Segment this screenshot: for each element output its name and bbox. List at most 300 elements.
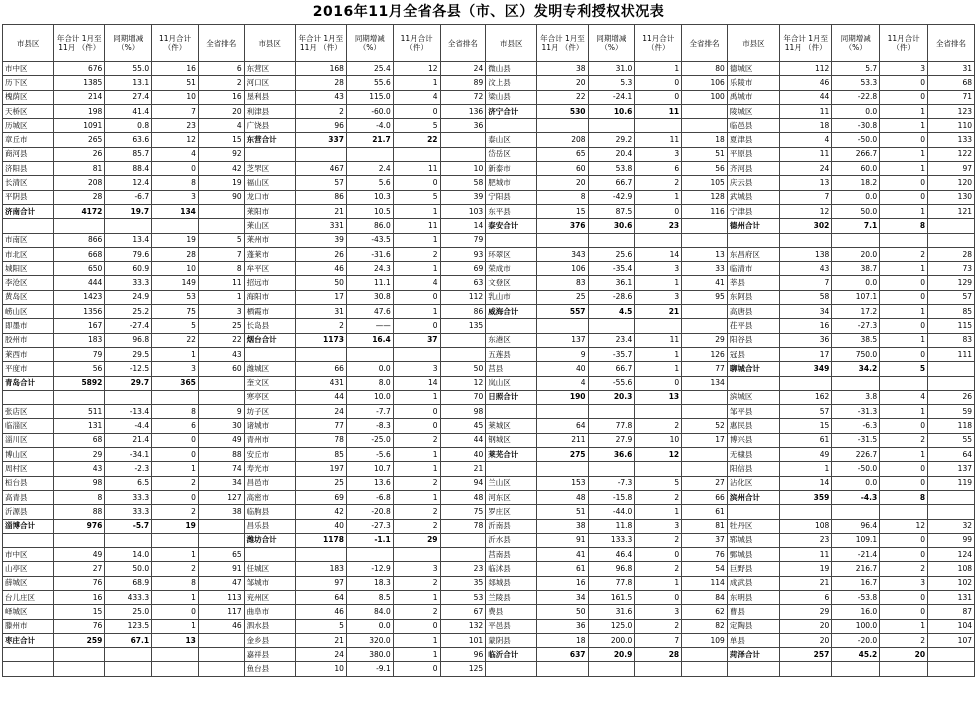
cell-county bbox=[244, 548, 295, 562]
cell-yearly-total: 20 bbox=[537, 176, 588, 190]
cell-county: 临清市 bbox=[727, 262, 779, 276]
cell-province-rank: 81 bbox=[682, 519, 728, 533]
cell-county: 济南合计 bbox=[3, 204, 54, 218]
cell-county: 菏泽合计 bbox=[727, 648, 779, 662]
cell-yearly-total: 1173 bbox=[295, 333, 346, 347]
cell-yearly-total: 12 bbox=[780, 204, 832, 218]
cell-yoy-change: 30.8 bbox=[346, 290, 393, 304]
cell-yoy-change: 13.1 bbox=[105, 76, 152, 90]
cell-province-rank: 120 bbox=[928, 176, 975, 190]
cell-province-rank: 13 bbox=[682, 247, 728, 261]
cell-november-total: 3 bbox=[635, 290, 682, 304]
cell-province-rank: 97 bbox=[928, 162, 975, 176]
cell-november-total bbox=[635, 462, 682, 476]
cell-province-rank: 6 bbox=[198, 62, 244, 76]
cell-yoy-change: 24.9 bbox=[105, 290, 152, 304]
cell-yoy-change: 53.8 bbox=[588, 162, 635, 176]
cell-yoy-change: -31.5 bbox=[832, 433, 880, 447]
cell-yearly-total: 64 bbox=[537, 419, 588, 433]
cell-yearly-total: 44 bbox=[295, 390, 346, 404]
cell-november-total: 7 bbox=[635, 633, 682, 647]
table-row bbox=[3, 90, 975, 104]
cell-yearly-total bbox=[54, 648, 105, 662]
cell-november-total bbox=[635, 319, 682, 333]
cell-yoy-change: 5.3 bbox=[588, 76, 635, 90]
cell-province-rank bbox=[198, 219, 244, 233]
cell-county: 章丘市 bbox=[3, 133, 54, 147]
cell-province-rank: 122 bbox=[928, 147, 975, 161]
cell-november-total: 0 bbox=[880, 462, 928, 476]
cell-province-rank: 35 bbox=[440, 576, 486, 590]
cell-yearly-total: 17 bbox=[780, 347, 832, 361]
cell-province-rank: 88 bbox=[198, 448, 244, 462]
cell-november-total: 1 bbox=[393, 462, 440, 476]
cell-province-rank bbox=[198, 204, 244, 218]
table-row bbox=[3, 405, 975, 419]
cell-yoy-change: 133.3 bbox=[588, 533, 635, 547]
cell-yoy-change: 12.4 bbox=[105, 176, 152, 190]
cell-county: 临朐县 bbox=[244, 505, 295, 519]
cell-november-total: 0 bbox=[152, 433, 199, 447]
cell-yearly-total bbox=[295, 548, 346, 562]
cell-yearly-total bbox=[780, 233, 832, 247]
cell-province-rank: 12 bbox=[440, 376, 486, 390]
cell-yoy-change: 0.0 bbox=[832, 190, 880, 204]
cell-province-rank: 45 bbox=[440, 419, 486, 433]
table-row bbox=[3, 276, 975, 290]
cell-province-rank: 15 bbox=[198, 133, 244, 147]
cell-november-total: 13 bbox=[152, 633, 199, 647]
cell-county: 武城县 bbox=[727, 190, 779, 204]
cell-county: 五莲县 bbox=[486, 347, 537, 361]
cell-yoy-change: 23.4 bbox=[588, 333, 635, 347]
cell-november-total: 1 bbox=[880, 147, 928, 161]
header-yoy-change: 同期增减 （%） bbox=[588, 25, 635, 62]
table-row bbox=[3, 533, 975, 547]
cell-yearly-total: 167 bbox=[54, 319, 105, 333]
cell-province-rank: 104 bbox=[928, 619, 975, 633]
cell-november-total: 1 bbox=[152, 462, 199, 476]
cell-province-rank bbox=[198, 662, 244, 676]
cell-november-total: 14 bbox=[635, 247, 682, 261]
cell-county: 聊城合计 bbox=[727, 362, 779, 376]
cell-yoy-change: 33.3 bbox=[105, 276, 152, 290]
cell-yoy-change: 68.9 bbox=[105, 576, 152, 590]
table-row bbox=[3, 576, 975, 590]
cell-county: 槐荫区 bbox=[3, 90, 54, 104]
cell-province-rank: 105 bbox=[682, 176, 728, 190]
cell-province-rank: 135 bbox=[440, 319, 486, 333]
cell-county: 市中区 bbox=[3, 548, 54, 562]
cell-november-total: 28 bbox=[152, 247, 199, 261]
cell-november-total: 0 bbox=[393, 619, 440, 633]
cell-november-total: 53 bbox=[152, 290, 199, 304]
cell-yearly-total: 83 bbox=[537, 276, 588, 290]
header-county: 市县区 bbox=[244, 25, 295, 62]
cell-province-rank bbox=[928, 219, 975, 233]
table-row bbox=[3, 648, 975, 662]
cell-yoy-change: 55.6 bbox=[346, 76, 393, 90]
cell-county: 临沭县 bbox=[486, 562, 537, 576]
cell-county: 茌平县 bbox=[727, 319, 779, 333]
cell-county: 垦利县 bbox=[244, 90, 295, 104]
cell-november-total: 22 bbox=[393, 133, 440, 147]
cell-county: 青州市 bbox=[244, 433, 295, 447]
cell-november-total: 0 bbox=[152, 605, 199, 619]
cell-province-rank: 1 bbox=[198, 290, 244, 304]
cell-yearly-total: 19 bbox=[780, 562, 832, 576]
cell-county bbox=[3, 662, 54, 676]
cell-county: 梁山县 bbox=[486, 90, 537, 104]
cell-yearly-total: 61 bbox=[537, 562, 588, 576]
cell-county: 河东区 bbox=[486, 490, 537, 504]
cell-november-total: 19 bbox=[152, 233, 199, 247]
cell-yearly-total: 51 bbox=[537, 505, 588, 519]
cell-november-total: 8 bbox=[152, 576, 199, 590]
header-province-rank: 全省排名 bbox=[928, 25, 975, 62]
table-row bbox=[3, 390, 975, 404]
cell-yoy-change: 8.5 bbox=[346, 590, 393, 604]
cell-yearly-total: 343 bbox=[537, 247, 588, 261]
cell-yoy-change: -6.7 bbox=[105, 190, 152, 204]
cell-province-rank: 118 bbox=[928, 419, 975, 433]
cell-province-rank: 34 bbox=[198, 476, 244, 490]
cell-county: 东营区 bbox=[244, 62, 295, 76]
cell-yoy-change: 0.0 bbox=[832, 104, 880, 118]
cell-november-total: 0 bbox=[880, 590, 928, 604]
cell-yoy-change: 25.6 bbox=[588, 247, 635, 261]
cell-november-total: 11 bbox=[635, 333, 682, 347]
cell-county: 寿光市 bbox=[244, 462, 295, 476]
cell-county bbox=[486, 405, 537, 419]
cell-county: 平度市 bbox=[3, 362, 54, 376]
cell-yearly-total: 530 bbox=[537, 104, 588, 118]
cell-county: 沂南县 bbox=[486, 519, 537, 533]
cell-county: 山亭区 bbox=[3, 562, 54, 576]
cell-november-total: 0 bbox=[880, 176, 928, 190]
cell-yoy-change: 0.0 bbox=[346, 362, 393, 376]
cell-province-rank: 82 bbox=[682, 619, 728, 633]
cell-yearly-total: 22 bbox=[537, 90, 588, 104]
cell-yearly-total: 58 bbox=[780, 290, 832, 304]
cell-yoy-change: 11.1 bbox=[346, 276, 393, 290]
cell-yearly-total: 39 bbox=[295, 233, 346, 247]
cell-yearly-total: 11 bbox=[780, 104, 832, 118]
cell-yoy-change: 38.7 bbox=[832, 262, 880, 276]
cell-yoy-change: 216.7 bbox=[832, 562, 880, 576]
cell-november-total: 1 bbox=[393, 76, 440, 90]
cell-november-total: 10 bbox=[635, 433, 682, 447]
cell-november-total bbox=[880, 376, 928, 390]
cell-yearly-total: 36 bbox=[537, 619, 588, 633]
cell-yearly-total: 40 bbox=[295, 519, 346, 533]
cell-yearly-total: 9 bbox=[537, 347, 588, 361]
cell-november-total: 11 bbox=[635, 104, 682, 118]
cell-november-total: 1 bbox=[393, 233, 440, 247]
cell-province-rank: 42 bbox=[198, 162, 244, 176]
table-row bbox=[3, 562, 975, 576]
cell-yearly-total: 29 bbox=[54, 448, 105, 462]
cell-november-total: 2 bbox=[880, 247, 928, 261]
cell-november-total: 1 bbox=[635, 190, 682, 204]
cell-province-rank bbox=[928, 362, 975, 376]
cell-yearly-total: 265 bbox=[54, 133, 105, 147]
cell-yoy-change: 88.4 bbox=[105, 162, 152, 176]
cell-county bbox=[3, 390, 54, 404]
cell-yoy-change: 17.2 bbox=[832, 305, 880, 319]
cell-province-rank: 65 bbox=[198, 548, 244, 562]
cell-november-total: 13 bbox=[635, 390, 682, 404]
cell-county: 天桥区 bbox=[3, 104, 54, 118]
patent-grant-table bbox=[2, 24, 975, 677]
cell-november-total: 2 bbox=[880, 562, 928, 576]
cell-province-rank: 134 bbox=[682, 376, 728, 390]
cell-november-total bbox=[880, 662, 928, 676]
cell-province-rank: 31 bbox=[928, 62, 975, 76]
cell-yearly-total: 257 bbox=[780, 648, 832, 662]
cell-yoy-change: 84.0 bbox=[346, 605, 393, 619]
cell-county: 沂源县 bbox=[3, 505, 54, 519]
cell-county: 肥城市 bbox=[486, 176, 537, 190]
cell-yearly-total: 15 bbox=[54, 605, 105, 619]
cell-yoy-change: -31.6 bbox=[346, 247, 393, 261]
cell-yoy-change: -7.7 bbox=[346, 405, 393, 419]
cell-county: 昌乐县 bbox=[244, 519, 295, 533]
cell-yoy-change: 750.0 bbox=[832, 347, 880, 361]
cell-yearly-total: 50 bbox=[537, 605, 588, 619]
cell-yearly-total: 78 bbox=[295, 433, 346, 447]
cell-county: 微山县 bbox=[486, 62, 537, 76]
cell-november-total: 0 bbox=[635, 204, 682, 218]
cell-november-total: 5 bbox=[152, 319, 199, 333]
cell-county: 济阳县 bbox=[3, 162, 54, 176]
cell-yoy-change: 5.6 bbox=[346, 176, 393, 190]
cell-yoy-change: 25.4 bbox=[346, 62, 393, 76]
cell-county: 临沂合计 bbox=[486, 648, 537, 662]
cell-province-rank: 96 bbox=[440, 648, 486, 662]
cell-yearly-total bbox=[537, 462, 588, 476]
cell-november-total: 16 bbox=[152, 62, 199, 76]
cell-november-total bbox=[152, 219, 199, 233]
cell-yoy-change: 109.1 bbox=[832, 533, 880, 547]
cell-province-rank: 84 bbox=[682, 590, 728, 604]
cell-county: 滨城区 bbox=[727, 390, 779, 404]
cell-yoy-change: 30.6 bbox=[588, 219, 635, 233]
cell-province-rank bbox=[928, 490, 975, 504]
cell-yoy-change: 200.0 bbox=[588, 633, 635, 647]
cell-province-rank: 107 bbox=[928, 633, 975, 647]
cell-province-rank bbox=[440, 333, 486, 347]
cell-county: 临邑县 bbox=[727, 119, 779, 133]
cell-yearly-total bbox=[537, 233, 588, 247]
cell-province-rank: 24 bbox=[440, 62, 486, 76]
cell-november-total: 1 bbox=[635, 347, 682, 361]
cell-yearly-total: 44 bbox=[780, 90, 832, 104]
cell-province-rank: 18 bbox=[682, 133, 728, 147]
cell-yoy-change: -8.3 bbox=[346, 419, 393, 433]
cell-yearly-total bbox=[780, 662, 832, 676]
cell-yoy-change: 67.1 bbox=[105, 633, 152, 647]
cell-yoy-change: 50.0 bbox=[105, 562, 152, 576]
cell-province-rank: 70 bbox=[440, 390, 486, 404]
cell-county: 平邑县 bbox=[486, 619, 537, 633]
cell-yearly-total bbox=[54, 533, 105, 547]
cell-province-rank: 115 bbox=[928, 319, 975, 333]
cell-county: 宁阳县 bbox=[486, 190, 537, 204]
cell-province-rank: 132 bbox=[440, 619, 486, 633]
cell-county: 薛城区 bbox=[3, 576, 54, 590]
cell-yearly-total: 25 bbox=[537, 290, 588, 304]
cell-yearly-total: 77 bbox=[295, 419, 346, 433]
cell-november-total: 2 bbox=[635, 533, 682, 547]
cell-yoy-change: 36.1 bbox=[588, 276, 635, 290]
cell-county: 李沧区 bbox=[3, 276, 54, 290]
cell-county: 枣庄合计 bbox=[3, 633, 54, 647]
cell-yearly-total: 376 bbox=[537, 219, 588, 233]
cell-yoy-change: 8.0 bbox=[346, 376, 393, 390]
cell-province-rank: 60 bbox=[198, 362, 244, 376]
header-province-rank: 全省排名 bbox=[440, 25, 486, 62]
header-yearly-total: 年合计 1月至11月 （件） bbox=[537, 25, 588, 62]
cell-province-rank: 128 bbox=[682, 190, 728, 204]
cell-county: 东营合计 bbox=[244, 133, 295, 147]
cell-county: 淄川区 bbox=[3, 433, 54, 447]
cell-county: 张店区 bbox=[3, 405, 54, 419]
cell-november-total: 2 bbox=[152, 505, 199, 519]
cell-yoy-change: 96.4 bbox=[832, 519, 880, 533]
header-yoy-change: 同期增减 （%） bbox=[105, 25, 152, 62]
cell-yoy-change: -22.8 bbox=[832, 90, 880, 104]
cell-yearly-total bbox=[780, 505, 832, 519]
cell-yoy-change: -20.0 bbox=[832, 633, 880, 647]
cell-yearly-total: 31 bbox=[295, 305, 346, 319]
cell-province-rank: 117 bbox=[198, 605, 244, 619]
cell-yoy-change: -34.1 bbox=[105, 448, 152, 462]
cell-province-rank bbox=[928, 648, 975, 662]
cell-yoy-change: 66.7 bbox=[588, 176, 635, 190]
cell-province-rank: 78 bbox=[440, 519, 486, 533]
cell-province-rank: 108 bbox=[928, 562, 975, 576]
cell-november-total: 4 bbox=[393, 90, 440, 104]
cell-november-total: 14 bbox=[393, 376, 440, 390]
cell-county: 嘉祥县 bbox=[244, 648, 295, 662]
cell-province-rank: 8 bbox=[198, 262, 244, 276]
cell-county: 淄博合计 bbox=[3, 519, 54, 533]
cell-province-rank bbox=[198, 533, 244, 547]
cell-province-rank bbox=[440, 548, 486, 562]
cell-county: 长清区 bbox=[3, 176, 54, 190]
cell-yearly-total bbox=[537, 319, 588, 333]
cell-yearly-total: 20 bbox=[537, 76, 588, 90]
cell-county: 台儿庄区 bbox=[3, 590, 54, 604]
cell-county bbox=[486, 233, 537, 247]
cell-county: 单县 bbox=[727, 633, 779, 647]
cell-yoy-change: -4.0 bbox=[346, 119, 393, 133]
cell-yearly-total: 4 bbox=[537, 376, 588, 390]
cell-november-total: 2 bbox=[393, 505, 440, 519]
table-row bbox=[3, 419, 975, 433]
table-row bbox=[3, 619, 975, 633]
cell-yoy-change: 0.0 bbox=[346, 619, 393, 633]
cell-yearly-total: 85 bbox=[295, 448, 346, 462]
cell-province-rank: 92 bbox=[198, 147, 244, 161]
cell-county: 蒙阴县 bbox=[486, 633, 537, 647]
cell-county: 岱岳区 bbox=[486, 147, 537, 161]
cell-county bbox=[727, 505, 779, 519]
cell-county: 汶上县 bbox=[486, 76, 537, 90]
cell-county: 牡丹区 bbox=[727, 519, 779, 533]
cell-county: 威海合计 bbox=[486, 305, 537, 319]
cell-yearly-total: 1 bbox=[780, 462, 832, 476]
cell-yearly-total: 112 bbox=[780, 62, 832, 76]
cell-county: 济宁合计 bbox=[486, 104, 537, 118]
cell-november-total bbox=[152, 533, 199, 547]
cell-province-rank: 64 bbox=[928, 448, 975, 462]
cell-november-total: 29 bbox=[393, 533, 440, 547]
cell-province-rank: 79 bbox=[440, 233, 486, 247]
cell-yearly-total: 18 bbox=[780, 119, 832, 133]
cell-yoy-change: 31.0 bbox=[588, 62, 635, 76]
cell-yoy-change: -20.8 bbox=[346, 505, 393, 519]
cell-yearly-total: 6 bbox=[780, 590, 832, 604]
cell-county: 东港区 bbox=[486, 333, 537, 347]
table-row bbox=[3, 62, 975, 76]
cell-county: 即墨市 bbox=[3, 319, 54, 333]
cell-november-total: 2 bbox=[635, 176, 682, 190]
cell-yoy-change bbox=[832, 662, 880, 676]
cell-yearly-total: 337 bbox=[295, 133, 346, 147]
cell-county: 莱城区 bbox=[486, 419, 537, 433]
cell-yearly-total: 2 bbox=[295, 319, 346, 333]
header-county: 市县区 bbox=[3, 25, 54, 62]
cell-november-total: 0 bbox=[880, 76, 928, 90]
cell-county: 钢城区 bbox=[486, 433, 537, 447]
cell-county: 博兴县 bbox=[727, 433, 779, 447]
cell-province-rank bbox=[440, 133, 486, 147]
cell-november-total: 28 bbox=[635, 648, 682, 662]
cell-yearly-total: 5 bbox=[295, 619, 346, 633]
cell-province-rank: 123 bbox=[928, 104, 975, 118]
cell-yearly-total: 43 bbox=[54, 462, 105, 476]
cell-province-rank bbox=[440, 147, 486, 161]
cell-county: 临淄区 bbox=[3, 419, 54, 433]
cell-yoy-change: -15.8 bbox=[588, 490, 635, 504]
cell-county: 夏津县 bbox=[727, 133, 779, 147]
cell-county: 鄄城县 bbox=[727, 548, 779, 562]
cell-yearly-total: 108 bbox=[780, 519, 832, 533]
cell-county: 邹城市 bbox=[244, 576, 295, 590]
cell-november-total: 1 bbox=[880, 305, 928, 319]
cell-county: 高密市 bbox=[244, 490, 295, 504]
cell-yearly-total: 208 bbox=[54, 176, 105, 190]
cell-november-total: 37 bbox=[393, 333, 440, 347]
cell-yearly-total: 10 bbox=[295, 662, 346, 676]
cell-yearly-total: 467 bbox=[295, 162, 346, 176]
cell-yoy-change: -27.3 bbox=[832, 319, 880, 333]
cell-november-total: 2 bbox=[152, 562, 199, 576]
cell-province-rank: 26 bbox=[928, 390, 975, 404]
cell-yearly-total: 97 bbox=[295, 576, 346, 590]
cell-province-rank bbox=[198, 519, 244, 533]
cell-yoy-change: 10.6 bbox=[588, 104, 635, 118]
cell-province-rank: 49 bbox=[198, 433, 244, 447]
cell-november-total: 0 bbox=[152, 448, 199, 462]
cell-yoy-change: 25.0 bbox=[105, 605, 152, 619]
cell-november-total: 0 bbox=[635, 90, 682, 104]
cell-november-total: 0 bbox=[635, 76, 682, 90]
cell-province-rank bbox=[682, 219, 728, 233]
cell-county: 日照合计 bbox=[486, 390, 537, 404]
